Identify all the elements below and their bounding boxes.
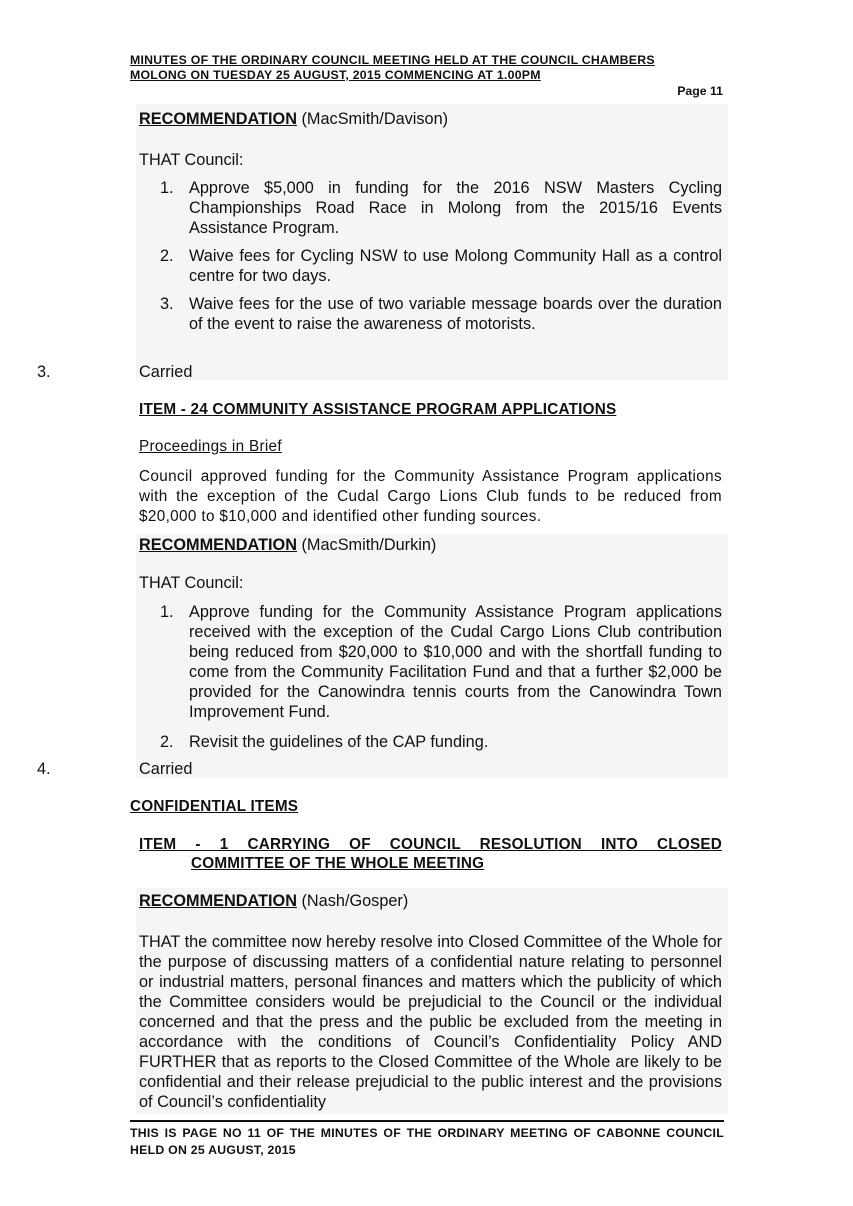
page-footer: THIS IS PAGE NO 11 OF THE MINUTES OF THE ORDINARY MEETING OF CABONNE COUNCIL HELD ON 25 AUGUST, 2015	[130, 1126, 724, 1157]
that-council: THAT Council:	[139, 574, 244, 592]
motion-result: Carried	[139, 363, 193, 381]
recommendation-3-text: THAT the committee now hereby resolve into Closed Committee of the Whole for the purpose of discussing matters of a confidential nature relating to personnel or industrial matters, personal finances and matters which the publicity of which the Committee considers would be prejudicial to the Council or the individual concerned and that the press and the public be excluded from the meeting in accordance with the conditions of Council’s Confidentiality Policy AND FURTHER that as reports to the Closed Committee of the Whole are likely to be confidential and their release prejudicial to the public interest and the provisions of Council’s confidentiality	[139, 933, 722, 1111]
list-item: 1. Approve $5,000 in funding for the 2016 NSW Masters Cycling Championships Road Race in Molong from the 2015/16 Events Assistance Program.	[160, 179, 722, 237]
confidential-items-heading: CONFIDENTIAL ITEMS	[130, 798, 299, 815]
item-24-heading: ITEM - 24 COMMUNITY ASSISTANCE PROGRAM APPLICATIONS	[139, 401, 617, 418]
minute-number: 4.	[37, 760, 51, 778]
minutes-header-line1: MINUTES OF THE ORDINARY COUNCIL MEETING HELD AT THE COUNCIL CHAMBERS	[130, 53, 655, 67]
recommendation-movers: (Nash/Gosper)	[296, 892, 409, 910]
list-item: 2. Revisit the guidelines of the CAP funding.	[160, 733, 489, 751]
footer-divider	[130, 1120, 724, 1122]
recommendation-label: RECOMMENDATION	[139, 536, 297, 554]
recommendation-1-list	[160, 178, 722, 334]
minute-number: 3.	[37, 363, 51, 381]
recommendation-2-heading	[139, 535, 436, 555]
recommendation-movers: (MacSmith/Durkin)	[296, 536, 437, 554]
recommendation-3-heading	[139, 891, 408, 911]
list-item: 2. Waive fees for Cycling NSW to use Molong Community Hall as a control centre for two days.	[160, 247, 722, 285]
recommendation-movers: (MacSmith/Davison)	[296, 110, 449, 128]
proceedings-in-brief-text: Council approved funding for the Community Assistance Program applications with the exception of the Cudal Cargo Lions Club funds to be reduced from $20,000 to $10,000 and identified other funding sources.	[139, 468, 722, 525]
recommendation-2-list	[160, 602, 722, 752]
recommendation-label: RECOMMENDATION	[139, 892, 297, 910]
page-number: Page 11	[677, 84, 723, 98]
list-item: 1. Approve funding for the Community Assistance Program applications received with the exception of the Cudal Cargo Lions Club contribution being reduced from $20,000 to $10,000 and with the shortfall funding to come from the Community Facilitation Fund and that a further $2,000 be provided for the Canowindra tennis courts from the Canowindra Town Improvement Fund.	[160, 603, 722, 721]
recommendation-label: RECOMMENDATION	[139, 110, 297, 128]
proceedings-in-brief-title: Proceedings in Brief	[139, 438, 282, 455]
item-1-heading-continued: COMMITTEE OF THE WHOLE MEETING	[191, 855, 485, 872]
item-1-heading: ITEM - 1 CARRYING OF COUNCIL RESOLUTION INTO CLOSED	[139, 836, 722, 853]
recommendation-1-heading	[139, 109, 448, 129]
minutes-header-line2: MOLONG ON TUESDAY 25 AUGUST, 2015 COMMENCING AT 1.00PM	[130, 68, 541, 82]
that-council: THAT Council:	[139, 151, 244, 169]
motion-result: Carried	[139, 760, 193, 778]
list-item: 3. Waive fees for the use of two variable message boards over the duration of the event to raise the awareness of motorists.	[160, 295, 722, 333]
